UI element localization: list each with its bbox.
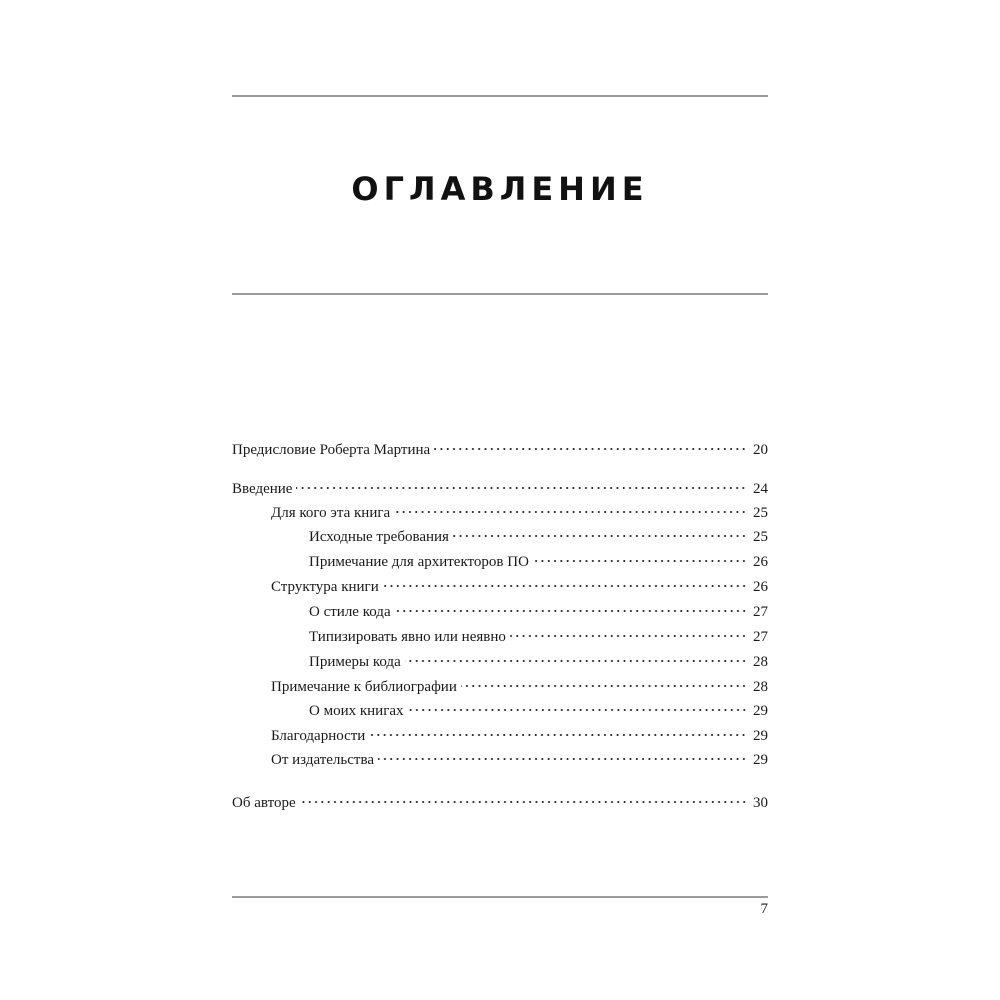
toc-entry[interactable]	[309, 596, 768, 620]
toc-entry-label: Примеры кода	[309, 654, 401, 670]
toc-entry[interactable]	[232, 787, 768, 811]
toc-entry-label: Благодарности	[271, 728, 366, 744]
toc-entry[interactable]	[309, 695, 768, 719]
toc-entry[interactable]	[271, 571, 768, 595]
toc-entry-page: 25	[753, 505, 768, 521]
dot-leader	[405, 646, 747, 666]
toc-entry-label: Предисловие Роберта Мартина	[232, 442, 431, 458]
toc-entry-page: 26	[753, 579, 768, 595]
dot-leader	[300, 787, 747, 807]
toc-entry[interactable]	[271, 720, 768, 744]
toc-entry-label: О моих книгах	[309, 703, 404, 719]
page-number: 7	[760, 901, 768, 917]
toc-entry[interactable]	[309, 546, 768, 570]
toc-entry-label: О стиле кода	[309, 604, 391, 620]
toc-entry[interactable]	[309, 646, 768, 670]
footer-rule	[232, 896, 768, 898]
toc-entry-label: Введение	[232, 481, 293, 497]
dot-leader	[394, 497, 747, 517]
toc-entry-page: 28	[753, 679, 768, 695]
toc-entry-page: 27	[753, 629, 768, 645]
toc-entry-label: Исходные требования	[309, 529, 449, 545]
toc-entry-page: 29	[753, 728, 768, 744]
toc-entry-page: 29	[753, 703, 768, 719]
dot-leader	[296, 473, 747, 493]
page-title: ОГЛАВЛЕНИЕ	[351, 170, 649, 208]
dot-leader	[533, 546, 747, 566]
toc-entry-page: 30	[753, 795, 768, 811]
toc-entry-page: 25	[753, 529, 768, 545]
dot-leader	[461, 671, 747, 691]
toc-entry-label: Об авторе	[232, 795, 296, 811]
toc-entry-label: От издательства	[271, 752, 375, 768]
toc-entry[interactable]	[271, 497, 768, 521]
dot-leader	[453, 521, 747, 541]
toc-entry-page: 29	[753, 752, 768, 768]
dot-leader	[369, 720, 747, 740]
toc-entry-page: 28	[753, 654, 768, 670]
toc-entry-page: 26	[753, 554, 768, 570]
toc-entry-label: Для кого эта книга	[271, 505, 391, 521]
toc-entry-label: Примечание для архитекторов ПО	[309, 554, 529, 570]
dot-leader	[510, 621, 747, 641]
top-rule	[232, 95, 768, 97]
dot-leader	[408, 695, 747, 715]
dot-leader	[434, 434, 747, 454]
toc-entry[interactable]	[232, 473, 768, 497]
toc-entry[interactable]	[271, 744, 768, 768]
toc-entry-page: 27	[753, 604, 768, 620]
dot-leader	[383, 571, 747, 591]
dot-leader	[378, 744, 747, 764]
toc-entry[interactable]	[309, 621, 768, 645]
toc-entry[interactable]	[309, 521, 768, 545]
title-bottom-rule	[232, 293, 768, 295]
dot-leader	[395, 596, 747, 616]
toc-entry-label: Типизировать явно или неявно	[309, 629, 506, 645]
toc-entry-page: 24	[753, 481, 768, 497]
toc-entry[interactable]	[232, 434, 768, 458]
toc-entry-label: Примечание к библиографии	[271, 679, 457, 695]
toc-entry-page: 20	[753, 442, 768, 458]
toc-entry-label: Структура книги	[271, 579, 379, 595]
toc-entry[interactable]	[271, 671, 768, 695]
